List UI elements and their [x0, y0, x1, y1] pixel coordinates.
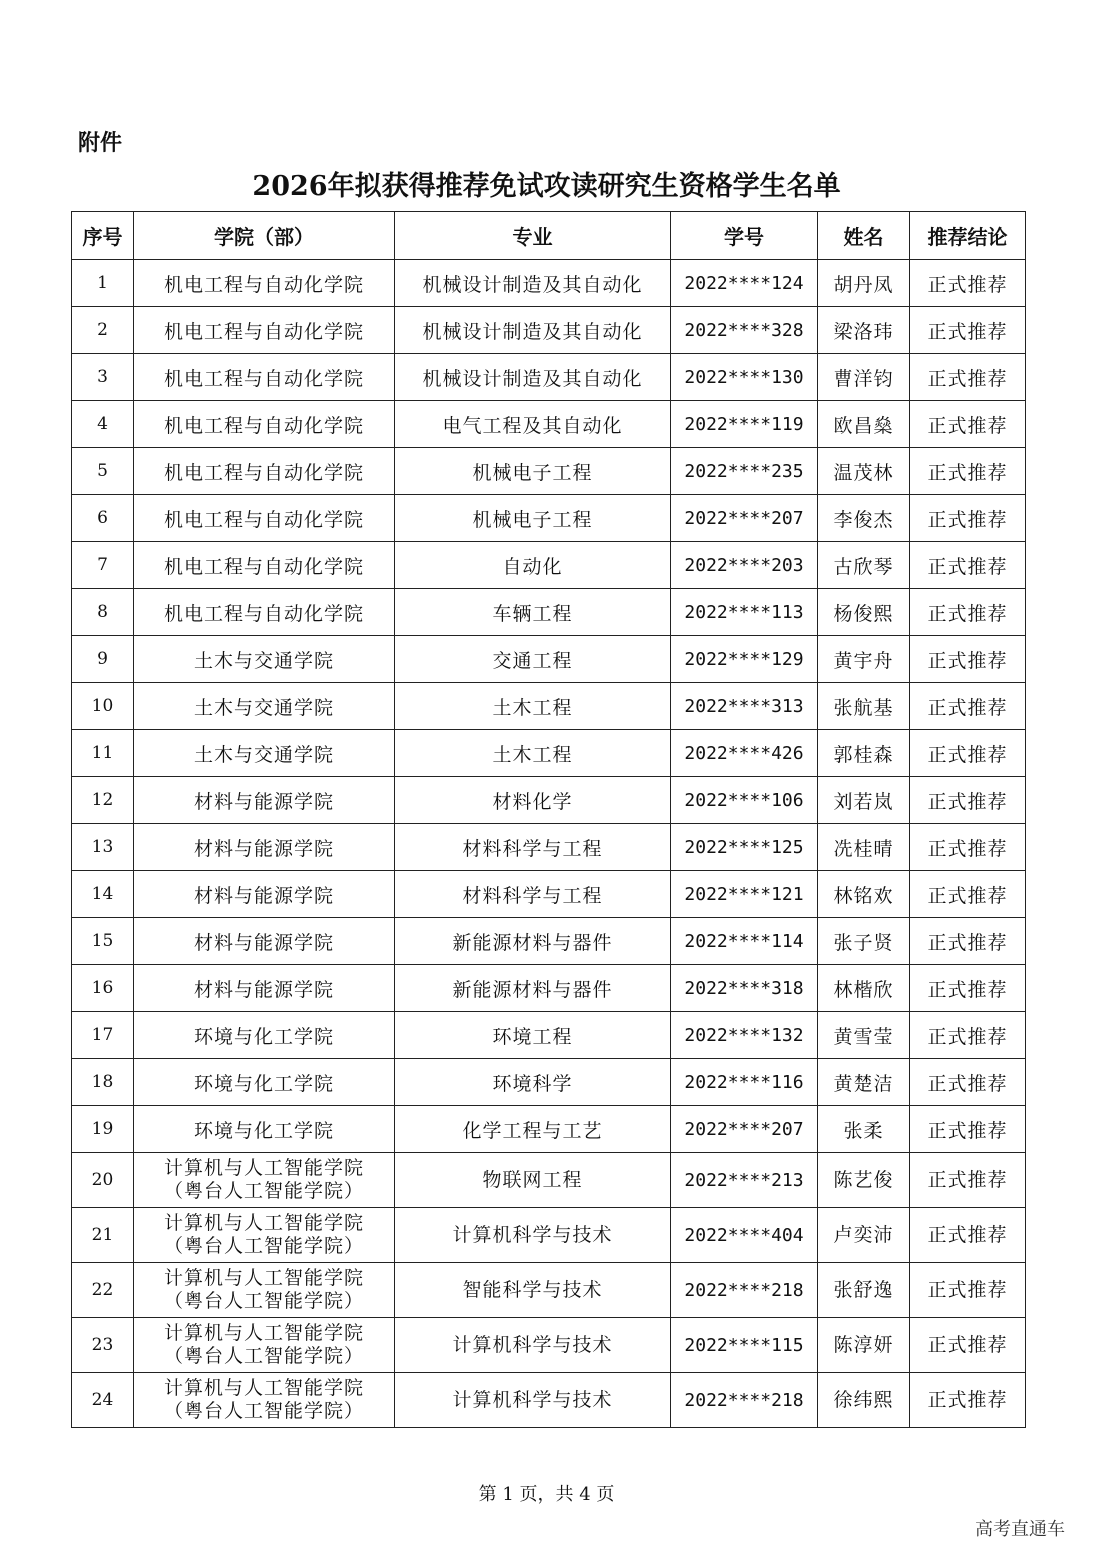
college-line: 土木与交通学院	[193, 696, 334, 719]
row-result: 正式推荐	[910, 918, 1026, 965]
row-major: 物联网工程	[395, 1153, 671, 1208]
row-college	[134, 730, 395, 777]
row-college	[134, 636, 395, 683]
row-result: 正式推荐	[910, 965, 1026, 1012]
college-line: 环境与化工学院	[193, 1025, 334, 1048]
row-college	[134, 1106, 395, 1153]
row-index: 16	[72, 965, 134, 1012]
row-student-id: 2022****235	[671, 448, 818, 495]
row-index: 18	[72, 1059, 134, 1106]
row-major: 机械电子工程	[395, 495, 671, 542]
college-line: 机电工程与自动化学院	[163, 461, 364, 484]
row-result: 正式推荐	[910, 307, 1026, 354]
row-college	[134, 1012, 395, 1059]
row-student-id: 2022****114	[671, 918, 818, 965]
row-result: 正式推荐	[910, 1263, 1026, 1318]
row-index: 7	[72, 542, 134, 589]
college-line: 机电工程与自动化学院	[163, 414, 364, 437]
row-index: 10	[72, 683, 134, 730]
row-index: 17	[72, 1012, 134, 1059]
row-result: 正式推荐	[910, 260, 1026, 307]
row-major: 材料化学	[395, 777, 671, 824]
row-result: 正式推荐	[910, 542, 1026, 589]
row-name: 刘若岚	[818, 777, 910, 824]
row-college	[134, 495, 395, 542]
row-college	[134, 777, 395, 824]
college-line: 机电工程与自动化学院	[163, 555, 364, 578]
college-line: 材料与能源学院	[193, 837, 334, 860]
header-name: 姓名	[818, 212, 910, 260]
row-result: 正式推荐	[910, 1059, 1026, 1106]
row-major: 土木工程	[395, 683, 671, 730]
row-student-id: 2022****203	[671, 542, 818, 589]
row-index: 2	[72, 307, 134, 354]
college-line: 材料与能源学院	[193, 931, 334, 954]
table-row	[72, 730, 1026, 777]
row-name: 杨俊熙	[818, 589, 910, 636]
row-index: 14	[72, 871, 134, 918]
row-name: 张航基	[818, 683, 910, 730]
row-result: 正式推荐	[910, 777, 1026, 824]
college-line: （粤台人工智能学院）	[163, 1345, 364, 1367]
row-result: 正式推荐	[910, 1318, 1026, 1373]
college-line: 计算机与人工智能学院	[163, 1212, 364, 1234]
row-name: 黄楚洁	[818, 1059, 910, 1106]
row-major: 化学工程与工艺	[395, 1106, 671, 1153]
row-student-id: 2022****328	[671, 307, 818, 354]
row-major: 新能源材料与器件	[395, 918, 671, 965]
row-index: 23	[72, 1318, 134, 1373]
row-name: 梁洛玮	[818, 307, 910, 354]
table-row	[72, 495, 1026, 542]
row-student-id: 2022****404	[671, 1208, 818, 1263]
row-student-id: 2022****218	[671, 1263, 818, 1318]
row-name: 黄宇舟	[818, 636, 910, 683]
row-college	[134, 871, 395, 918]
college-line: 机电工程与自动化学院	[163, 273, 364, 296]
row-student-id: 2022****116	[671, 1059, 818, 1106]
row-index: 9	[72, 636, 134, 683]
table-row	[72, 683, 1026, 730]
row-name: 郭桂森	[818, 730, 910, 777]
row-major: 自动化	[395, 542, 671, 589]
table-row	[72, 401, 1026, 448]
table-row	[72, 448, 1026, 495]
row-index: 24	[72, 1373, 134, 1428]
table-row	[72, 307, 1026, 354]
row-name: 张柔	[818, 1106, 910, 1153]
row-college	[134, 824, 395, 871]
row-result: 正式推荐	[910, 683, 1026, 730]
row-college	[134, 965, 395, 1012]
header-result: 推荐结论	[910, 212, 1026, 260]
college-line: 计算机与人工智能学院	[163, 1267, 364, 1289]
row-college	[134, 1153, 395, 1208]
row-student-id: 2022****125	[671, 824, 818, 871]
row-result: 正式推荐	[910, 495, 1026, 542]
college-line: （粤台人工智能学院）	[163, 1235, 364, 1257]
row-college	[134, 683, 395, 730]
table-row	[72, 1318, 1026, 1373]
row-result: 正式推荐	[910, 1012, 1026, 1059]
row-college	[134, 1059, 395, 1106]
document-title: 2026年拟获得推荐免试攻读研究生资格学生名单	[252, 171, 841, 202]
table-row	[72, 1263, 1026, 1318]
row-index: 6	[72, 495, 134, 542]
row-name: 林楷欣	[818, 965, 910, 1012]
row-student-id: 2022****213	[671, 1153, 818, 1208]
header-index: 序号	[72, 212, 134, 260]
row-name: 林铭欢	[818, 871, 910, 918]
row-name: 冼桂晴	[818, 824, 910, 871]
row-student-id: 2022****313	[671, 683, 818, 730]
college-line: （粤台人工智能学院）	[163, 1400, 364, 1422]
row-college	[134, 542, 395, 589]
table-row	[72, 918, 1026, 965]
college-line: 机电工程与自动化学院	[163, 508, 364, 531]
table-row	[72, 871, 1026, 918]
row-college	[134, 354, 395, 401]
table-row	[72, 777, 1026, 824]
row-index: 5	[72, 448, 134, 495]
college-line: 计算机与人工智能学院	[163, 1322, 364, 1344]
row-name: 张舒逸	[818, 1263, 910, 1318]
row-student-id: 2022****106	[671, 777, 818, 824]
row-college	[134, 1263, 395, 1318]
row-major: 计算机科学与技术	[395, 1318, 671, 1373]
row-name: 欧昌燊	[818, 401, 910, 448]
row-major: 车辆工程	[395, 589, 671, 636]
page-footer: 第 1 页，共 4 页	[478, 1484, 615, 1505]
row-index: 1	[72, 260, 134, 307]
row-index: 21	[72, 1208, 134, 1263]
row-name: 陈淳妍	[818, 1318, 910, 1373]
header-student-id: 学号	[671, 212, 818, 260]
row-college	[134, 589, 395, 636]
attachment-label: 附件	[78, 131, 123, 156]
row-index: 20	[72, 1153, 134, 1208]
row-major: 材料科学与工程	[395, 871, 671, 918]
college-line: 环境与化工学院	[193, 1119, 334, 1142]
row-result: 正式推荐	[910, 354, 1026, 401]
table-body	[72, 260, 1026, 1428]
row-result: 正式推荐	[910, 871, 1026, 918]
college-line: 机电工程与自动化学院	[163, 320, 364, 343]
college-line: 材料与能源学院	[193, 884, 334, 907]
row-name: 徐纬熙	[818, 1373, 910, 1428]
row-name: 温茂林	[818, 448, 910, 495]
row-student-id: 2022****121	[671, 871, 818, 918]
row-result: 正式推荐	[910, 636, 1026, 683]
row-student-id: 2022****129	[671, 636, 818, 683]
row-name: 陈艺俊	[818, 1153, 910, 1208]
row-major: 交通工程	[395, 636, 671, 683]
row-college	[134, 918, 395, 965]
row-index: 19	[72, 1106, 134, 1153]
row-name: 张子贤	[818, 918, 910, 965]
row-index: 12	[72, 777, 134, 824]
table-row	[72, 542, 1026, 589]
header-major: 专业	[395, 212, 671, 260]
college-line: 机电工程与自动化学院	[163, 602, 364, 625]
row-result: 正式推荐	[910, 1153, 1026, 1208]
row-result: 正式推荐	[910, 824, 1026, 871]
row-student-id: 2022****113	[671, 589, 818, 636]
row-name: 卢奕沛	[818, 1208, 910, 1263]
watermark: 高考直通车	[975, 1519, 1065, 1540]
row-name: 胡丹凤	[818, 260, 910, 307]
row-college	[134, 1208, 395, 1263]
row-college	[134, 1318, 395, 1373]
row-major: 机械设计制造及其自动化	[395, 307, 671, 354]
row-major: 机械电子工程	[395, 448, 671, 495]
college-line: 土木与交通学院	[193, 743, 334, 766]
row-major: 土木工程	[395, 730, 671, 777]
college-line: 材料与能源学院	[193, 790, 334, 813]
row-student-id: 2022****132	[671, 1012, 818, 1059]
table-row	[72, 354, 1026, 401]
college-line: 计算机与人工智能学院	[163, 1157, 364, 1179]
table-row	[72, 1106, 1026, 1153]
college-line: 环境与化工学院	[193, 1072, 334, 1095]
row-college	[134, 448, 395, 495]
row-major: 计算机科学与技术	[395, 1208, 671, 1263]
table-row	[72, 1208, 1026, 1263]
row-result: 正式推荐	[910, 730, 1026, 777]
header-college: 学院（部）	[134, 212, 395, 260]
row-student-id: 2022****119	[671, 401, 818, 448]
row-name: 古欣琴	[818, 542, 910, 589]
row-name: 曹洋钧	[818, 354, 910, 401]
college-line: 土木与交通学院	[193, 649, 334, 672]
table-row	[72, 260, 1026, 307]
student-list-table	[71, 211, 1026, 1428]
row-result: 正式推荐	[910, 1208, 1026, 1263]
row-result: 正式推荐	[910, 1106, 1026, 1153]
college-line: （粤台人工智能学院）	[163, 1180, 364, 1202]
row-major: 机械设计制造及其自动化	[395, 260, 671, 307]
row-college	[134, 260, 395, 307]
row-result: 正式推荐	[910, 1373, 1026, 1428]
row-major: 环境工程	[395, 1012, 671, 1059]
table-row	[72, 636, 1026, 683]
row-result: 正式推荐	[910, 448, 1026, 495]
table-row	[72, 589, 1026, 636]
row-major: 计算机科学与技术	[395, 1373, 671, 1428]
row-college	[134, 401, 395, 448]
college-line: 材料与能源学院	[193, 978, 334, 1001]
table-row	[72, 1059, 1026, 1106]
row-student-id: 2022****218	[671, 1373, 818, 1428]
row-index: 3	[72, 354, 134, 401]
row-major: 环境科学	[395, 1059, 671, 1106]
row-major: 电气工程及其自动化	[395, 401, 671, 448]
row-college	[134, 1373, 395, 1428]
row-student-id: 2022****426	[671, 730, 818, 777]
table-row	[72, 1012, 1026, 1059]
row-student-id: 2022****130	[671, 354, 818, 401]
row-name: 黄雪莹	[818, 1012, 910, 1059]
row-major: 新能源材料与器件	[395, 965, 671, 1012]
table-row	[72, 1153, 1026, 1208]
row-major: 机械设计制造及其自动化	[395, 354, 671, 401]
table-row	[72, 1373, 1026, 1428]
row-result: 正式推荐	[910, 401, 1026, 448]
row-index: 8	[72, 589, 134, 636]
row-major: 智能科学与技术	[395, 1263, 671, 1318]
row-name: 李俊杰	[818, 495, 910, 542]
row-major: 材料科学与工程	[395, 824, 671, 871]
row-result: 正式推荐	[910, 589, 1026, 636]
college-line: 计算机与人工智能学院	[163, 1377, 364, 1399]
row-index: 13	[72, 824, 134, 871]
row-student-id: 2022****318	[671, 965, 818, 1012]
row-student-id: 2022****124	[671, 260, 818, 307]
college-line: （粤台人工智能学院）	[163, 1290, 364, 1312]
row-student-id: 2022****207	[671, 495, 818, 542]
row-student-id: 2022****115	[671, 1318, 818, 1373]
table-row	[72, 965, 1026, 1012]
row-college	[134, 307, 395, 354]
row-student-id: 2022****207	[671, 1106, 818, 1153]
row-index: 22	[72, 1263, 134, 1318]
row-index: 15	[72, 918, 134, 965]
table-row	[72, 824, 1026, 871]
row-index: 4	[72, 401, 134, 448]
table-header-row	[72, 212, 1026, 260]
row-index: 11	[72, 730, 134, 777]
college-line: 机电工程与自动化学院	[163, 367, 364, 390]
